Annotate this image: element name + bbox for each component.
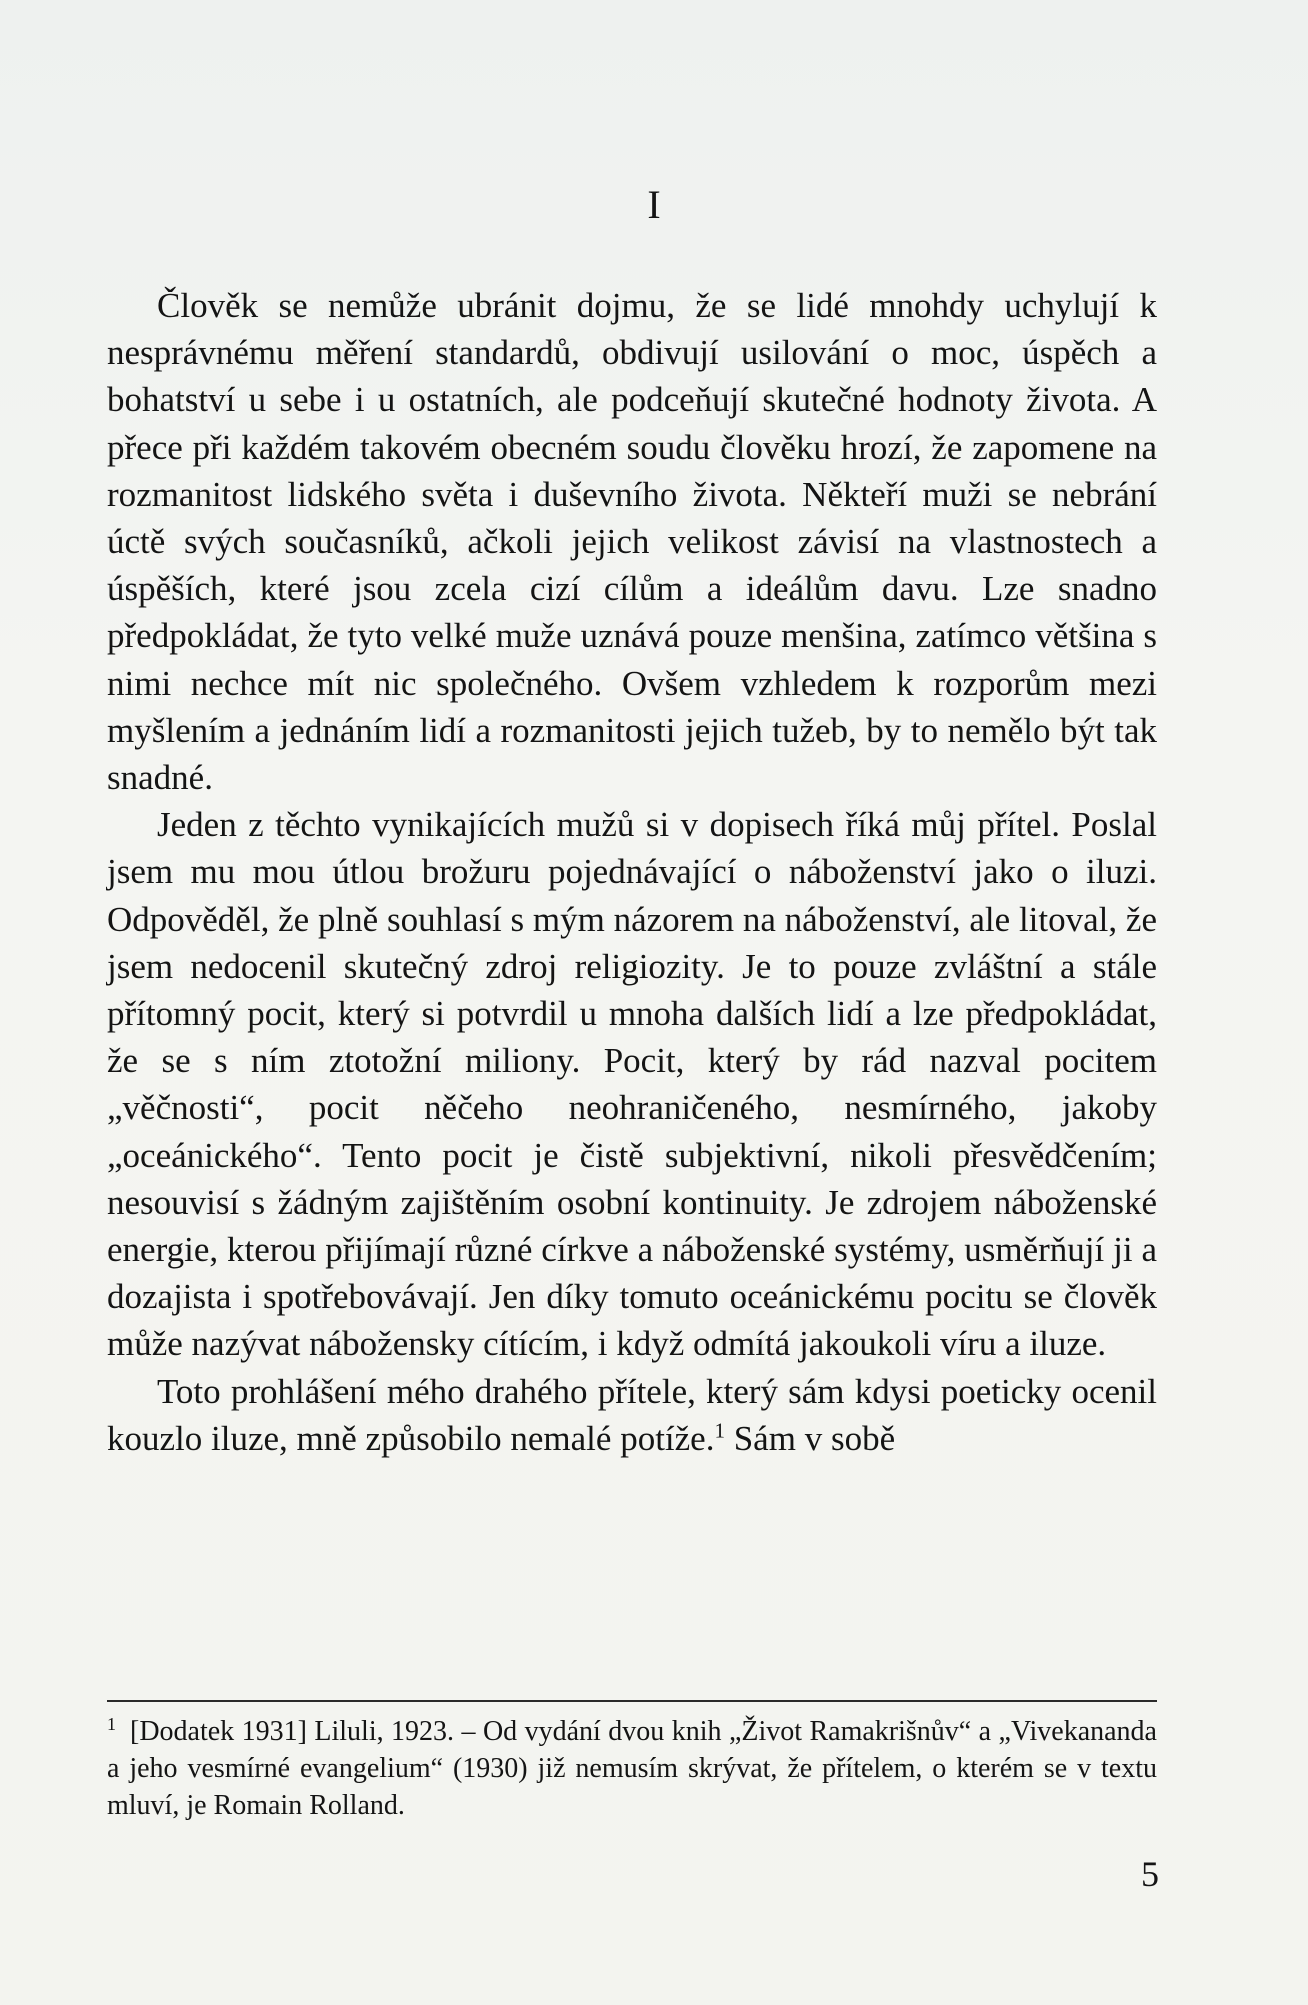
paragraph-3 [107, 1368, 1157, 1462]
page-number: 5 [1141, 1854, 1159, 1894]
paragraph-3-text-before-note: Toto prohlášení mého drahého přítele, který sám kdysi poeticky ocenil kouzlo iluze, mně způsobilo nemalé potíže. [107, 1371, 1157, 1458]
footnote [107, 1713, 1157, 1824]
footnote-marker: 1 [107, 1713, 116, 1734]
paragraph-2: Jeden z těchto vynikajících mužů si v dopisech říká můj přítel. Poslal jsem mu mou útlou brožuru pojednávající o náboženství jako o iluzi. Odpověděl, že plně souhlasí s mým názorem na náboženství, ale litoval, že jsem nedocenil skutečný zdroj religiozity. Je to pouze zvláštní a stále přítomný pocit, který si potvrdil u mnoha dalších lidí a lze předpokládat, že se s ním ztotožní miliony. Pocit, který by rád nazval pocitem „věčnosti“, pocit něčeho neohraničeného, nesmírného, jakoby „oceánického“. Tento pocit je čistě subjektivní, nikoli přesvědčením; nesouvisí s žádným zajištěním osobní kontinuity. Je zdrojem náboženské energie, kterou přijímají různé církve a náboženské systémy, usměrňují ji a dozajista i spotřebovávají. Jen díky tomuto oceánickému pocitu se člověk může nazývat nábožensky cítícím, i když odmítá jakoukoli víru a iluze. [107, 805, 1157, 1364]
footnote-reference: 1 [714, 1418, 725, 1443]
main-text [107, 282, 1157, 1462]
paragraph-1: Člověk se nemůže ubránit dojmu, že se lidé mnohdy uchylují k nesprávnému měření standardů, obdivují usilování o moc, úspěch a bohatství u sebe i u ostatních, ale podceňují skutečné hodnoty života. A přece při každém takovém obecném soudu člověku hrozí, že zapomene na rozmanitost lidského světa i duševního života. Někteří muži se nebrání úctě svých současníků, ačkoli jejich velikost závisí na vlastnostech a úspěších, které jsou zcela cizí cílům a ideálům davu. Lze snadno předpokládat, že tyto velké muže uznává pouze menšina, zatímco většina s nimi nechce mít nic společného. Ovšem vzhledem k rozporům mezi myšlením a jednáním lidí a rozmanitosti jejich tužeb, by to nemělo být tak snadné. [107, 286, 1157, 798]
footnote-divider [107, 1700, 1157, 1702]
chapter-number: I [647, 182, 661, 227]
paragraph-3-text-after-note: Sám v sobě [724, 1418, 896, 1458]
footnote-text: [Dodatek 1931] Liluli, 1923. – Od vydání dvou knih „Život Ramakrišnův“ a „Vivekananda a jeho vesmírné evangelium“ (1930) již nemusím skrývat, že přítelem, o kterém se v textu mluví, je Romain Rolland. [107, 1716, 1157, 1821]
